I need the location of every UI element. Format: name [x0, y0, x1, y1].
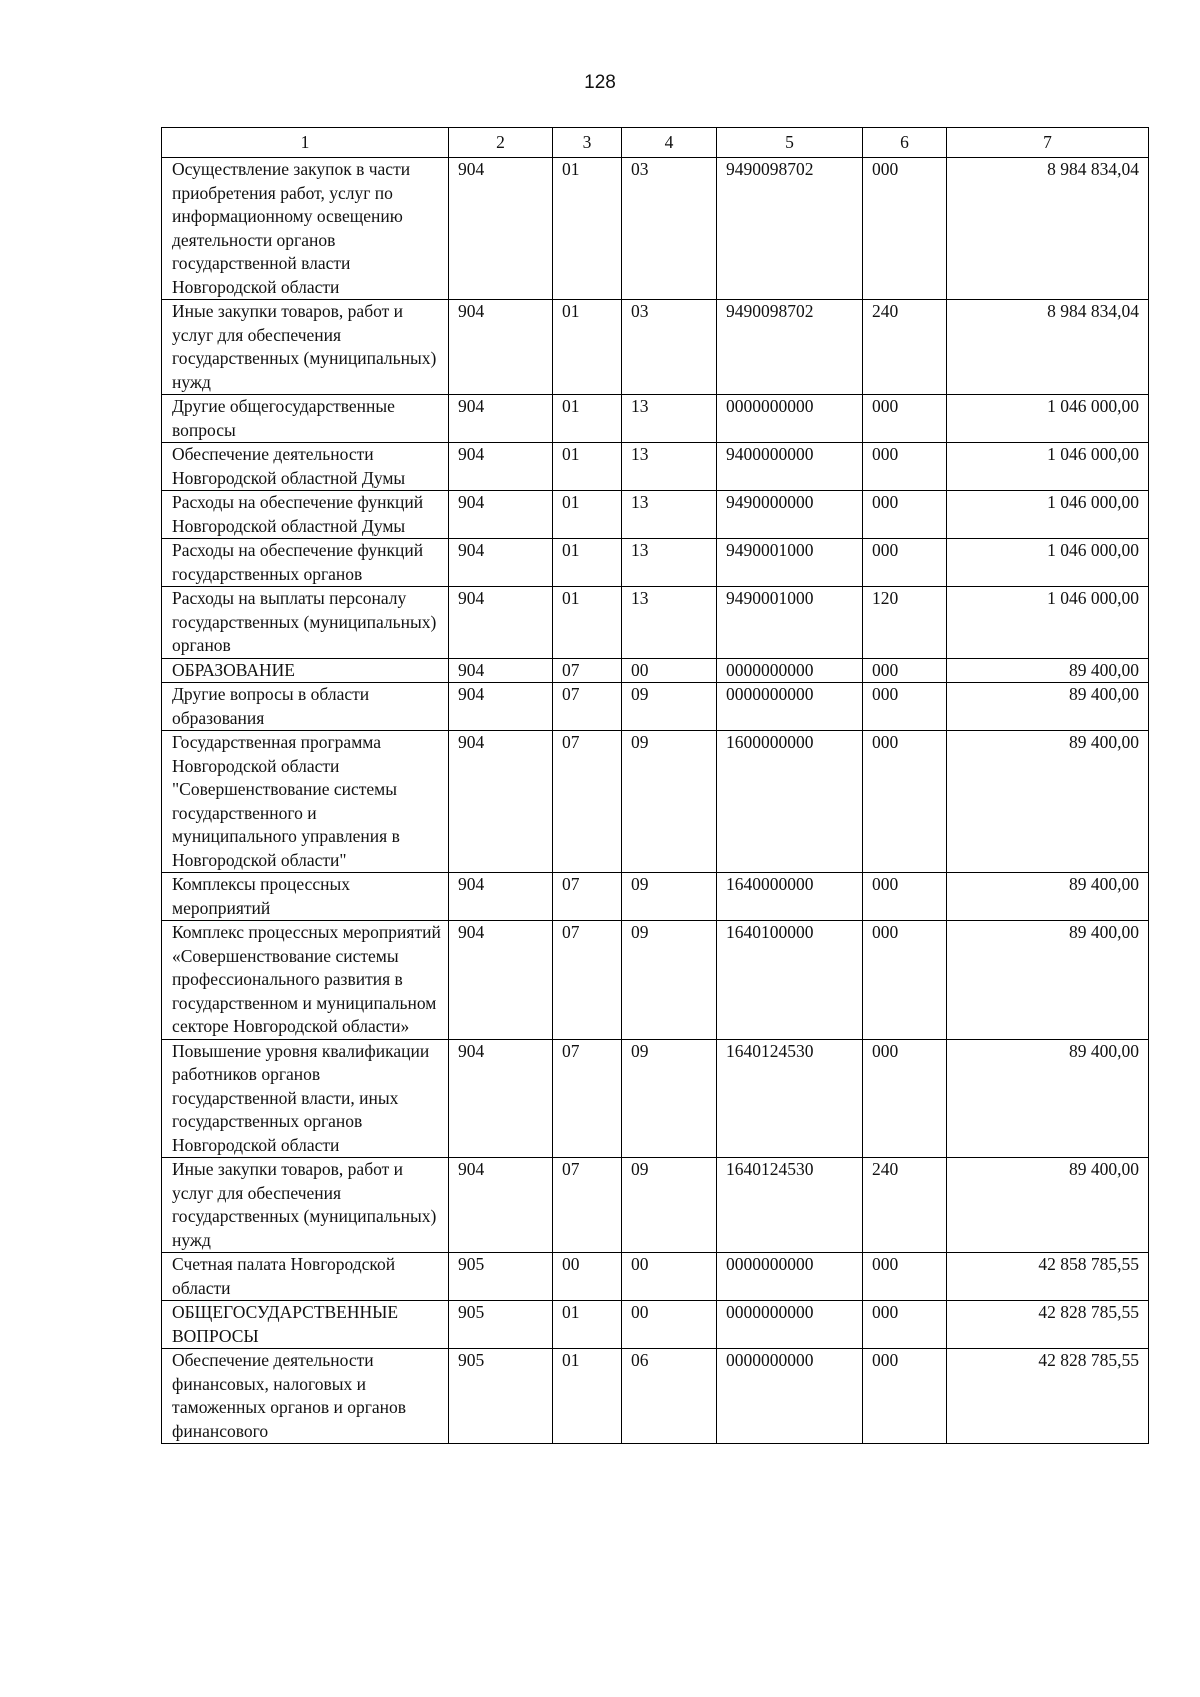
row-name: Иные закупки товаров, работ и услуг для обеспечения государственных (муниципальных) нужд — [162, 300, 449, 395]
row-ministry-code: 904 — [449, 873, 553, 921]
column-header: 7 — [947, 128, 1149, 158]
row-expense-type-code: 000 — [863, 658, 947, 683]
row-ministry-code: 904 — [449, 491, 553, 539]
row-name: Другие общегосударственные вопросы — [162, 395, 449, 443]
row-expense-type-code: 240 — [863, 300, 947, 395]
row-expense-type-code: 000 — [863, 443, 947, 491]
row-target-code: 1640124530 — [717, 1158, 863, 1253]
row-target-code: 0000000000 — [717, 683, 863, 731]
row-ministry-code: 904 — [449, 731, 553, 873]
row-name: Комплекс процессных мероприятий «Совершенствование системы профессионального развития в государственном и муниципальном секторе Новгородской области» — [162, 921, 449, 1040]
table-row — [162, 658, 1149, 683]
row-section-code: 07 — [553, 1039, 622, 1158]
row-section-code: 07 — [553, 873, 622, 921]
row-subsection-code: 09 — [622, 921, 717, 1040]
table-row — [162, 539, 1149, 587]
row-ministry-code: 904 — [449, 395, 553, 443]
row-subsection-code: 03 — [622, 158, 717, 300]
table-row — [162, 873, 1149, 921]
row-section-code: 01 — [553, 491, 622, 539]
row-target-code: 0000000000 — [717, 395, 863, 443]
row-expense-type-code: 000 — [863, 873, 947, 921]
row-expense-type-code: 000 — [863, 395, 947, 443]
row-expense-type-code: 240 — [863, 1158, 947, 1253]
row-section-code: 07 — [553, 1158, 622, 1253]
row-ministry-code: 905 — [449, 1301, 553, 1349]
row-name: Другие вопросы в области образования — [162, 683, 449, 731]
row-ministry-code: 904 — [449, 1158, 553, 1253]
row-name: ОБРАЗОВАНИЕ — [162, 658, 449, 683]
table-row — [162, 1349, 1149, 1444]
row-subsection-code: 13 — [622, 395, 717, 443]
row-subsection-code: 00 — [622, 658, 717, 683]
row-expense-type-code: 000 — [863, 683, 947, 731]
table-row — [162, 300, 1149, 395]
row-amount: 1 046 000,00 — [947, 443, 1149, 491]
row-section-code: 01 — [553, 300, 622, 395]
row-ministry-code: 904 — [449, 921, 553, 1040]
table-row — [162, 731, 1149, 873]
row-expense-type-code: 000 — [863, 491, 947, 539]
row-target-code: 0000000000 — [717, 1349, 863, 1444]
row-name: Комплексы процессных мероприятий — [162, 873, 449, 921]
row-name: Осуществление закупок в части приобретения работ, услуг по информационному освещению деятельности органов государственной власти Новгородской области — [162, 158, 449, 300]
table-row — [162, 1301, 1149, 1349]
row-section-code: 01 — [553, 539, 622, 587]
row-section-code: 01 — [553, 395, 622, 443]
row-ministry-code: 904 — [449, 300, 553, 395]
page-number: 128 — [584, 72, 616, 93]
table-row — [162, 443, 1149, 491]
row-subsection-code: 09 — [622, 683, 717, 731]
row-subsection-code: 09 — [622, 731, 717, 873]
row-section-code: 01 — [553, 587, 622, 659]
row-expense-type-code: 000 — [863, 1039, 947, 1158]
row-section-code: 07 — [553, 658, 622, 683]
table-row — [162, 1158, 1149, 1253]
row-amount: 89 400,00 — [947, 683, 1149, 731]
row-target-code: 9490001000 — [717, 587, 863, 659]
row-ministry-code: 904 — [449, 158, 553, 300]
row-section-code: 01 — [553, 158, 622, 300]
row-expense-type-code: 000 — [863, 921, 947, 1040]
row-amount: 89 400,00 — [947, 921, 1149, 1040]
table-row — [162, 395, 1149, 443]
row-target-code: 9400000000 — [717, 443, 863, 491]
row-ministry-code: 904 — [449, 539, 553, 587]
table-row — [162, 1253, 1149, 1301]
row-ministry-code: 904 — [449, 658, 553, 683]
table-row — [162, 158, 1149, 300]
row-name: Государственная программа Новгородской области "Совершенствование системы государственного и муниципального управления в Новгородской области" — [162, 731, 449, 873]
column-header: 3 — [553, 128, 622, 158]
row-subsection-code: 13 — [622, 443, 717, 491]
row-name: ОБЩЕГОСУДАРСТВЕННЫЕ ВОПРОСЫ — [162, 1301, 449, 1349]
row-name: Расходы на выплаты персоналу государственных (муниципальных) органов — [162, 587, 449, 659]
column-header: 2 — [449, 128, 553, 158]
row-amount: 89 400,00 — [947, 658, 1149, 683]
row-target-code: 1600000000 — [717, 731, 863, 873]
row-ministry-code: 905 — [449, 1349, 553, 1444]
row-target-code: 9490001000 — [717, 539, 863, 587]
row-amount: 42 828 785,55 — [947, 1349, 1149, 1444]
row-name: Повышение уровня квалификации работников органов государственной власти, иных государственных органов Новгородской области — [162, 1039, 449, 1158]
row-expense-type-code: 120 — [863, 587, 947, 659]
row-ministry-code: 904 — [449, 443, 553, 491]
row-section-code: 07 — [553, 683, 622, 731]
row-expense-type-code: 000 — [863, 158, 947, 300]
column-header: 5 — [717, 128, 863, 158]
row-subsection-code: 00 — [622, 1253, 717, 1301]
row-name: Расходы на обеспечение функций Новгородской областной Думы — [162, 491, 449, 539]
row-expense-type-code: 000 — [863, 1301, 947, 1349]
row-target-code: 1640124530 — [717, 1039, 863, 1158]
row-name: Иные закупки товаров, работ и услуг для обеспечения государственных (муниципальных) нужд — [162, 1158, 449, 1253]
column-header: 6 — [863, 128, 947, 158]
row-amount: 8 984 834,04 — [947, 158, 1149, 300]
row-section-code: 07 — [553, 921, 622, 1040]
row-amount: 42 858 785,55 — [947, 1253, 1149, 1301]
table-row — [162, 587, 1149, 659]
row-section-code: 00 — [553, 1253, 622, 1301]
row-section-code: 07 — [553, 731, 622, 873]
table-row — [162, 921, 1149, 1040]
table-row — [162, 491, 1149, 539]
table-row — [162, 1039, 1149, 1158]
budget-table — [161, 127, 1149, 1444]
column-header: 1 — [162, 128, 449, 158]
row-subsection-code: 06 — [622, 1349, 717, 1444]
row-section-code: 01 — [553, 443, 622, 491]
row-name: Расходы на обеспечение функций государственных органов — [162, 539, 449, 587]
row-amount: 8 984 834,04 — [947, 300, 1149, 395]
row-target-code: 1640100000 — [717, 921, 863, 1040]
row-amount: 89 400,00 — [947, 873, 1149, 921]
row-name: Обеспечение деятельности Новгородской областной Думы — [162, 443, 449, 491]
row-section-code: 01 — [553, 1349, 622, 1444]
row-amount: 1 046 000,00 — [947, 539, 1149, 587]
row-amount: 89 400,00 — [947, 1039, 1149, 1158]
row-amount: 1 046 000,00 — [947, 491, 1149, 539]
row-amount: 89 400,00 — [947, 1158, 1149, 1253]
row-amount: 42 828 785,55 — [947, 1301, 1149, 1349]
row-expense-type-code: 000 — [863, 539, 947, 587]
row-name: Обеспечение деятельности финансовых, налоговых и таможенных органов и органов финансового — [162, 1349, 449, 1444]
row-amount: 89 400,00 — [947, 731, 1149, 873]
table-row — [162, 683, 1149, 731]
row-subsection-code: 13 — [622, 587, 717, 659]
row-target-code: 1640000000 — [717, 873, 863, 921]
row-ministry-code: 904 — [449, 683, 553, 731]
row-subsection-code: 09 — [622, 1158, 717, 1253]
row-ministry-code: 905 — [449, 1253, 553, 1301]
row-ministry-code: 904 — [449, 587, 553, 659]
row-expense-type-code: 000 — [863, 1349, 947, 1444]
row-section-code: 01 — [553, 1301, 622, 1349]
row-subsection-code: 03 — [622, 300, 717, 395]
row-target-code: 0000000000 — [717, 658, 863, 683]
row-target-code: 0000000000 — [717, 1253, 863, 1301]
row-subsection-code: 13 — [622, 539, 717, 587]
row-subsection-code: 09 — [622, 1039, 717, 1158]
row-amount: 1 046 000,00 — [947, 395, 1149, 443]
row-name: Счетная палата Новгородской области — [162, 1253, 449, 1301]
row-ministry-code: 904 — [449, 1039, 553, 1158]
row-subsection-code: 09 — [622, 873, 717, 921]
row-subsection-code: 13 — [622, 491, 717, 539]
row-expense-type-code: 000 — [863, 1253, 947, 1301]
row-target-code: 9490098702 — [717, 300, 863, 395]
row-target-code: 9490098702 — [717, 158, 863, 300]
row-amount: 1 046 000,00 — [947, 587, 1149, 659]
row-target-code: 9490000000 — [717, 491, 863, 539]
row-subsection-code: 00 — [622, 1301, 717, 1349]
row-target-code: 0000000000 — [717, 1301, 863, 1349]
row-expense-type-code: 000 — [863, 731, 947, 873]
column-header: 4 — [622, 128, 717, 158]
table-header-row — [162, 128, 1149, 158]
